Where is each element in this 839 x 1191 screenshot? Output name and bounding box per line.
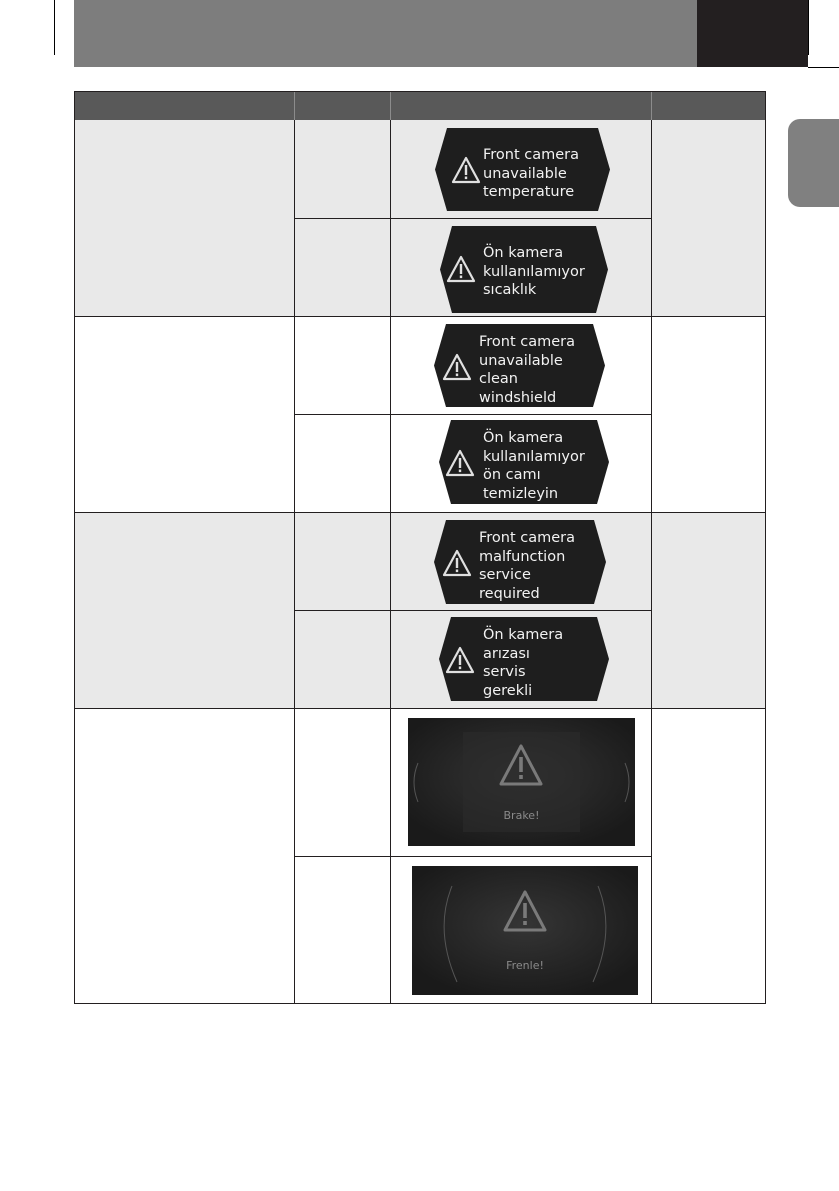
- warning-triangle-icon: [445, 449, 475, 477]
- page-header-bar: [74, 0, 697, 67]
- warning-triangle-icon: [451, 156, 481, 184]
- crop-mark: [808, 0, 809, 55]
- message-text: Front camera unavailable clean windshield: [479, 334, 576, 406]
- crop-mark: [54, 0, 55, 55]
- cluster-display-screen: [408, 718, 635, 846]
- warning-message-badge: [434, 520, 606, 604]
- message-text: Ön kamera arızası servis gerekli: [483, 627, 564, 699]
- crop-mark: [808, 67, 839, 68]
- warning-triangle-icon: [442, 353, 472, 381]
- cluster-caption: Frenle!: [506, 959, 544, 972]
- warning-message-badge: [439, 420, 609, 504]
- warning-message-badge: [435, 128, 610, 211]
- warning-triangle-icon: [445, 646, 475, 674]
- message-text: Front camera malfunction service required: [479, 530, 576, 602]
- message-text: Front camera unavailable temperature: [483, 147, 580, 200]
- warning-triangle-icon: [442, 549, 472, 577]
- cluster-display-screen: [412, 866, 638, 995]
- message-text: Ön kamera kullanılamıyor sıcaklık: [483, 245, 585, 298]
- warning-message-badge: [434, 324, 605, 407]
- message-text: Ön kamera kullanılamıyor ön camı temizleyin: [483, 430, 585, 502]
- page-header-chapter-block: [697, 0, 808, 67]
- warning-message-badge: [439, 617, 609, 701]
- cluster-caption: Brake!: [503, 809, 540, 822]
- warning-triangle-icon: [446, 255, 476, 283]
- chapter-side-tab: [788, 119, 839, 207]
- table-header-row: [75, 92, 765, 120]
- warning-message-badge: [440, 226, 608, 313]
